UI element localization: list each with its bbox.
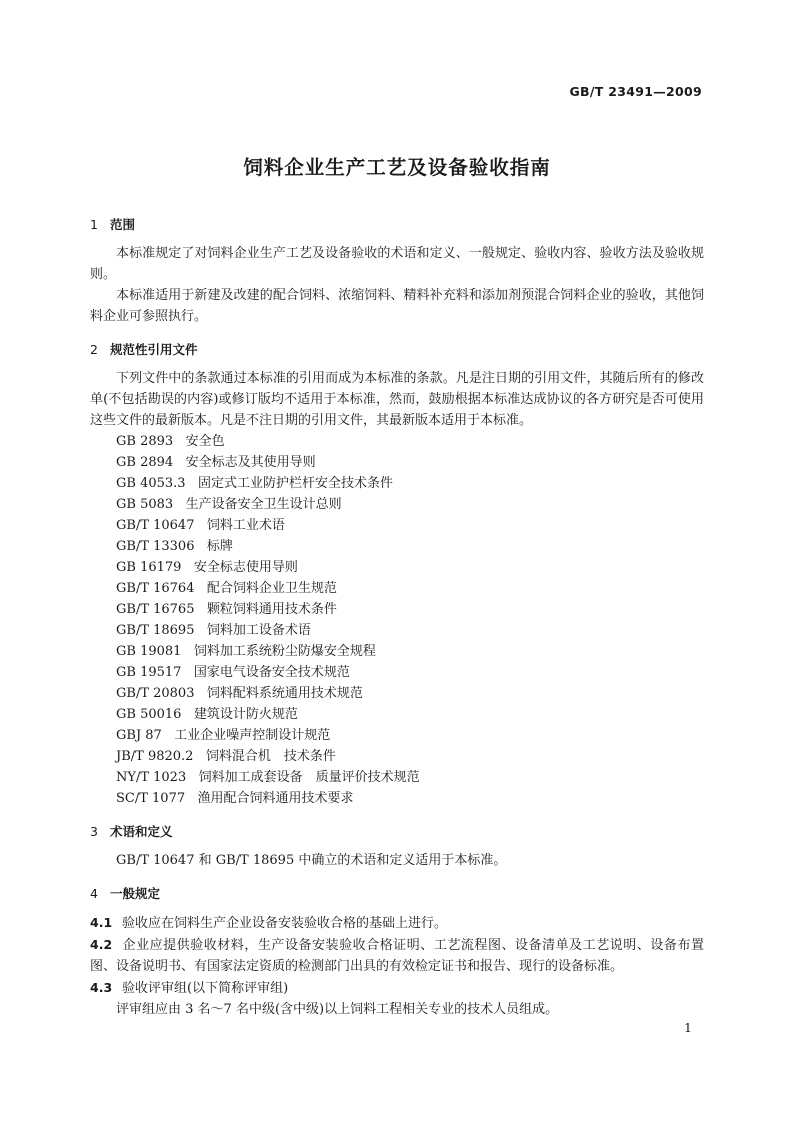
section-heading: 3 术语和定义: [90, 824, 173, 839]
document-title: 饲料企业生产工艺及设备验收指南: [243, 156, 551, 179]
paragraph: 本标准规定了对饲料企业生产工艺及设备验收的术语和定义、一般规定、验收内容、验收方法及验收规则。: [90, 246, 704, 282]
section-terms-definitions: [90, 821, 704, 871]
paragraph: 下列文件中的条款通过本标准的引用而成为本标准的条款。凡是注日期的引用文件，其随后所有的修改单(不包括勘误的内容)或修订版均不适用于本标准，然而，鼓励根据本标准达成协议的各方研究是否可使用这些文件的最新版本。凡是不注日期的引用文件，其最新版本适用于本标准。: [90, 371, 704, 428]
document-body: [90, 214, 704, 1020]
reference-item: GB 19517 国家电气设备安全技术规范: [116, 665, 350, 680]
reference-list: [90, 431, 704, 809]
paragraph: GB/T 10647 和 GB/T 18695 中确立的术语和定义适用于本标准。: [116, 853, 507, 868]
clause: 4.1 验收应在饲料生产企业设备安装验收合格的基础上进行。: [90, 915, 448, 931]
reference-item: SC/T 1077 渔用配合饲料通用技术要求: [116, 791, 354, 806]
reference-item: GB/T 10647 饲料工业术语: [116, 518, 285, 533]
clause: 4.3 验收评审组(以下简称评审组): [90, 980, 289, 996]
paragraph: 评审组应由 3 名～7 名中级(含中级)以上饲料工程相关专业的技术人员组成。: [116, 1002, 559, 1017]
reference-item: NY/T 1023 饲料加工成套设备 质量评价技术规范: [116, 770, 420, 785]
reference-item: GB/T 18695 饲料加工设备术语: [116, 623, 311, 638]
section-heading: 4 一般规定: [90, 886, 161, 901]
reference-item: JB/T 9820.2 饲料混合机 技术条件: [116, 749, 336, 764]
section-general-provisions: [90, 883, 704, 1020]
reference-item: GB 4053.3 固定式工业防护栏杆安全技术条件: [116, 476, 393, 491]
page-number: 1: [684, 1020, 692, 1035]
reference-item: GB/T 20803 饲料配料系统通用技术规范: [116, 686, 363, 701]
section-heading: 1 范围: [90, 217, 136, 232]
reference-item: GB 2893 安全色: [116, 434, 225, 449]
reference-item: GB/T 16764 配合饲料企业卫生规范: [116, 581, 337, 596]
section-normative-references: [90, 339, 704, 809]
paragraph: 本标准适用于新建及改建的配合饲料、浓缩饲料、精料补充料和添加剂预混合饲料企业的验收，其他饲料企业可参照执行。: [90, 288, 704, 324]
reference-item: GB 19081 饲料加工系统粉尘防爆安全规程: [116, 644, 376, 659]
reference-item: GB/T 13306 标牌: [116, 539, 233, 554]
standard-code: GB/T 23491—2009: [569, 84, 702, 99]
reference-item: GB 50016 建筑设计防火规范: [116, 707, 298, 722]
reference-item: GB 16179 安全标志使用导则: [116, 560, 298, 575]
reference-item: GBJ 87 工业企业噪声控制设计规范: [116, 728, 331, 743]
reference-item: GB 5083 生产设备安全卫生设计总则: [116, 497, 342, 512]
reference-item: GB 2894 安全标志及其使用导则: [116, 455, 316, 470]
clause: 4.2 企业应提供验收材料，生产设备安装验收合格证明、工艺流程图、设备清单及工艺说明、设备布置图、设备说明书、有国家法定资质的检测部门出具的有效检定证书和报告、现行的设备标准。: [90, 937, 704, 974]
section-heading: 2 规范性引用文件: [90, 342, 198, 357]
section-scope: [90, 214, 704, 327]
reference-item: GB/T 16765 颗粒饲料通用技术条件: [116, 602, 337, 617]
